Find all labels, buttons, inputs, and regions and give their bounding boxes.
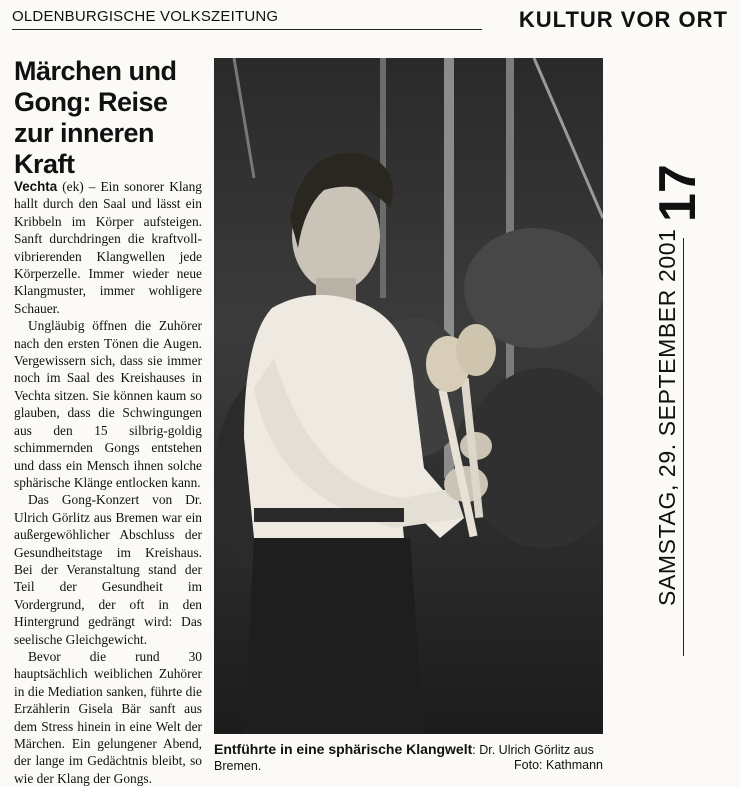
date-divider (683, 238, 684, 656)
photo-credit: Foto: Kathmann (514, 758, 603, 772)
gong-rope (534, 58, 603, 218)
article-paragraph: Bevor die rund 30 hauptsächlich weiblichen Zuhörer in die Mediation sanken, führte die Erzählerin Gisela Bär sanft aus dem Stress hinein in eine Welt der Märchen. Ein gelungener Abend, der lange im Gedächtnis bleibt, so wie der Klang der Gongs. (14, 648, 202, 786)
gong-disc (464, 368, 603, 548)
article-body (14, 178, 202, 787)
mallet-head (456, 324, 496, 376)
article-paragraph: Ungläubig öffnen die Zuhörer nach den ersten Tönen die Augen. Vergewissern sich, dass sie immer noch im Saal des Kreishauses in Vechta sitzen. Sie können kaum so glauben, dass die Schwingungen aus den 15 silbrig-goldig schimmernden Gongs entstehen und dass ein Mensch ihnen solche sphärische Klänge entlocken kann. (14, 318, 202, 490)
page-number: 17 (649, 164, 707, 222)
person-trousers (244, 538, 424, 734)
paragraph-text: Ein sonorer Klang hallt durch den Saal und lässt ein Kribbeln im Körper aufsteigen. Sanft durchdringen die kraftvoll-vibrierenden Klangwellen jede Körperzelle. Immer wieder neue Klangmuster, immer wohligere Schauer. (14, 179, 202, 316)
article-paragraph (14, 178, 202, 317)
article-photo (214, 58, 603, 734)
section-title: KULTUR VOR ORT (518, 7, 728, 32)
issue-date: SAMSTAG, 29. SEPTEMBER 2001 (654, 228, 680, 606)
caption-title: Entführte in eine sphärische Klangwelt (214, 741, 473, 757)
dateline: Vechta (14, 179, 58, 194)
author-tag: (ek) – (57, 179, 101, 194)
gong-rope (234, 58, 254, 178)
article-headline: Märchen und Gong: Reise zur inneren Kraft (14, 56, 177, 179)
header-divider (12, 29, 482, 30)
photo-illustration (214, 58, 603, 734)
caption-text: : Dr. Ulrich Görlitz aus Bremen. (214, 743, 594, 773)
article-paragraph: Das Gong-Konzert von Dr. Ulrich Görlitz aus Bremen war ein außergewöhlicher Abschluss der Gesundheitstage im Kreishaus. Bei der Veranstaltung stand der Teil der Gesundheit im Vordergrund, der oft in den Hintergrund gedrängt wird: Das seelische Gleichgewicht. (14, 492, 202, 647)
photo-caption (214, 741, 603, 774)
person-belt (254, 508, 404, 522)
newspaper-name: OLDENBURGISCHE VOLKSZEITUNG (12, 8, 279, 25)
